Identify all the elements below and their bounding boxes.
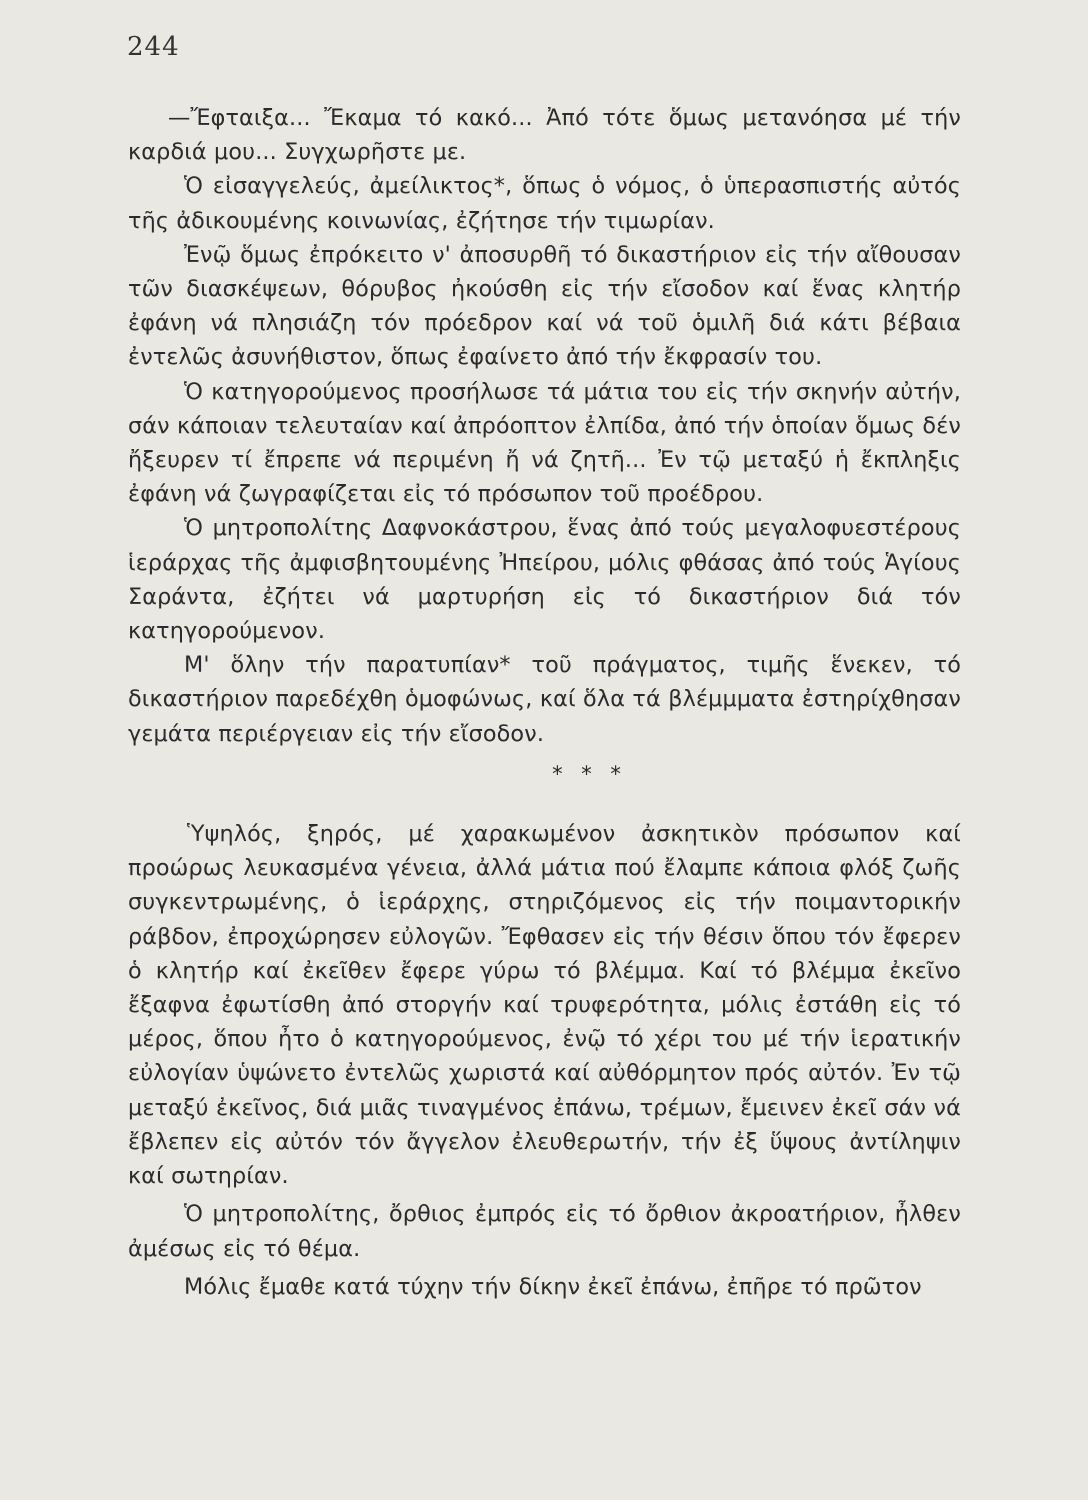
paragraph-confession: —Ἔφταιξα... Ἔκαμα τό κακό... Ἀπό τότε ὅμως μετανόησα μέ τήν καρδιά μου... Συγχωρῆστε με.: [128, 105, 961, 166]
section-break: * * *: [552, 761, 627, 786]
paragraph-metropolitan-arrival: Ὁ μητροπολίτης Δαφνοκάστρου, ἕνας ἀπό τούς μεγαλοφυεστέρους ἱεράρχας τῆς ἀμφισβητουμένης Ἠπείρου, μόλις φθάσας ἀπό τούς Ἁγίους Σαράντα, ἐζήτει νά μαρτυρήση εἰς τό δικαστήριον διά τόν κατηγορούμενον.: [128, 515, 961, 645]
paragraph-hierarch: Ὑψηλός, ξηρός, μέ χαρακωμένον ἀσκητικὸν πρόσωπον καί προώρως λευκασμένα γένεια, ἀλλά μάτια πού ἔλαμπε κάποια φλόξ ζωῆς συγκεντρωμένης, ὁ ἱεράρχης, στηριζόμενος εἰς τήν ποιμαντορικήν ράβδον, ἐπροχώρησεν εὐλογῶν. Ἔφθασεν εἰς τήν θέσιν ὅπου τόν ἔφερεν ὁ κλητήρ καί ἐκεῖθεν ἔφερε γύρω τό βλέμμα. Καί τό βλέμμα ἐκεῖνο ἔξαφνα ἐφωτίσθη ἀπό στοργήν καί τρυφερότητα, μόλις ἐστάθη εἰς τό μέρος, ὅπου ἦτο ὁ κατηγορούμενος, ἐνῷ τό χέρι του μέ τήν ἱερατικήν εὐλογίαν ὑψώνετο ἐντελῶς χωριστά καί αὐθόρμητον πρός αὐτόν. Ἐν τῷ μεταξύ ἐκεῖνος, διά μιᾶς τιναγμένος ἐπάνω, τρέμων, ἔμεινεν ἐκεῖ σάν νά ἔβλεπεν εἰς αὐτόν τόν ἄγγελον ἐλευθερωτήν, τήν ἐξ ὕψους ἀντίληψιν καί σωτηρίαν.: [128, 821, 961, 1190]
page-number: 244: [127, 32, 180, 62]
paragraph-trial-news: Μόλις ἔμαθε κατά τύχην τήν δίκην ἐκεῖ ἐπάνω, ἐπῆρε τό πρῶτον: [184, 1273, 922, 1300]
paragraph-court-accepts: Μ' ὅλην τήν παρατυπίαν* τοῦ πράγματος, τιμῆς ἕνεκεν, τό δικαστήριον παρεδέχθη ὁμοφώνως, καί ὅλα τά βλέμμματα ἐστηρίχθησαν γεμάτα περιέργειαν εἰς τήν εἴσοδον.: [128, 652, 961, 747]
paragraph-court-bailiff: Ἐνῷ ὅμως ἐπρόκειτο ν' ἀποσυρθῆ τό δικαστήριον εἰς τήν αἴθουσαν τῶν διασκέψεων, θόρυβος ἠκούσθη εἰς τήν εἴσοδον καί ἕνας κλητήρ ἐφάνη νά πλησιάζη τόν πρόεδρον καί νά τοῦ ὁμιλῆ διά κάτι βέβαια ἐντελῶς ἀσυνήθιστον, ὅπως ἐφαίνετο ἀπό τήν ἔκφρασίν του.: [128, 241, 961, 371]
paragraph-prosecutor: Ὁ εἰσαγγελεύς, ἀμείλικτος*, ὅπως ὁ νόμος, ὁ ὑπερασπιστής αὐτός τῆς ἀδικουμένης κοινωνίας, ἐζήτησε τήν τιμωρίαν.: [128, 173, 961, 234]
text-body: [128, 101, 961, 1304]
paragraph-metropolitan-speaks: Ὁ μητροπολίτης, ὄρθιος ἐμπρός εἰς τό ὄρθιον ἀκροατήριον, ἦλθεν ἀμέσως εἰς τό θέμα.: [128, 1201, 961, 1262]
paragraph-accused: Ὁ κατηγορούμενος προσήλωσε τά μάτια του εἰς τήν σκηνήν αὐτήν, σάν κάποιαν τελευταίαν καί ἀπρόοπτον ἐλπίδα, ἀπό τήν ὁποίαν ὅμως δέν ἤξευρεν τί ἔπρεπε νά περιμένη ἤ νά ζητῆ... Ἐν τῷ μεταξύ ἡ ἔκπληξις ἐφάνη νά ζωγραφίζεται εἰς τό πρόσωπον τοῦ προέδρου.: [128, 378, 961, 508]
